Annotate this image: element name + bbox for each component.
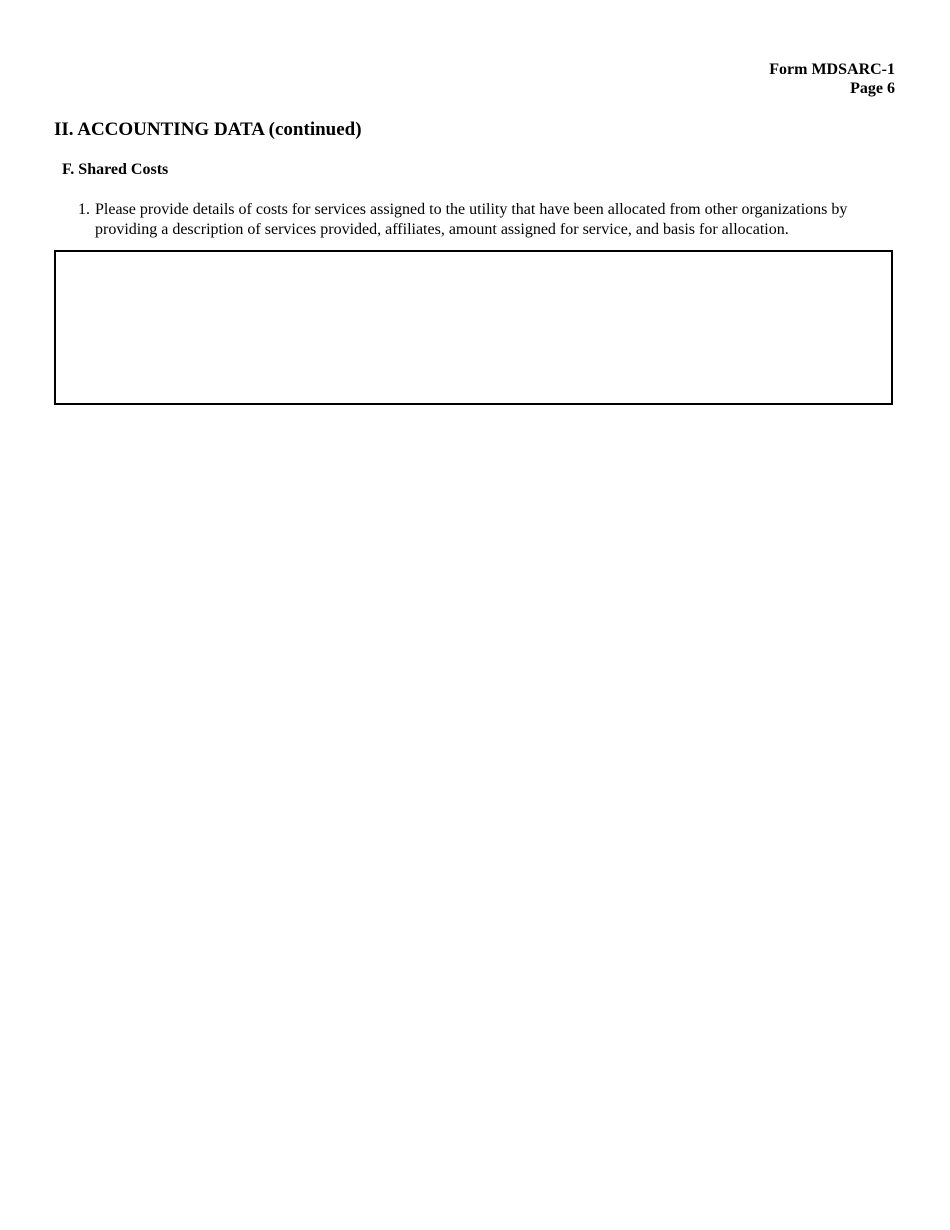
question-1 bbox=[78, 200, 878, 240]
question-number: 1. bbox=[78, 201, 90, 218]
subsection-title: F. Shared Costs bbox=[62, 161, 169, 178]
question-text: Please provide details of costs for services assigned to the utility that have been allocated from other organizations by providing a description of services provided, affiliates, amount assigned for service, and basis for allocation. bbox=[95, 201, 848, 238]
page-number: Page 6 bbox=[850, 80, 895, 97]
answer-box[interactable] bbox=[54, 250, 893, 405]
form-identifier bbox=[769, 60, 895, 98]
section-title: II. ACCOUNTING DATA (continued) bbox=[54, 119, 362, 140]
form-name: Form MDSARC-1 bbox=[769, 61, 895, 78]
